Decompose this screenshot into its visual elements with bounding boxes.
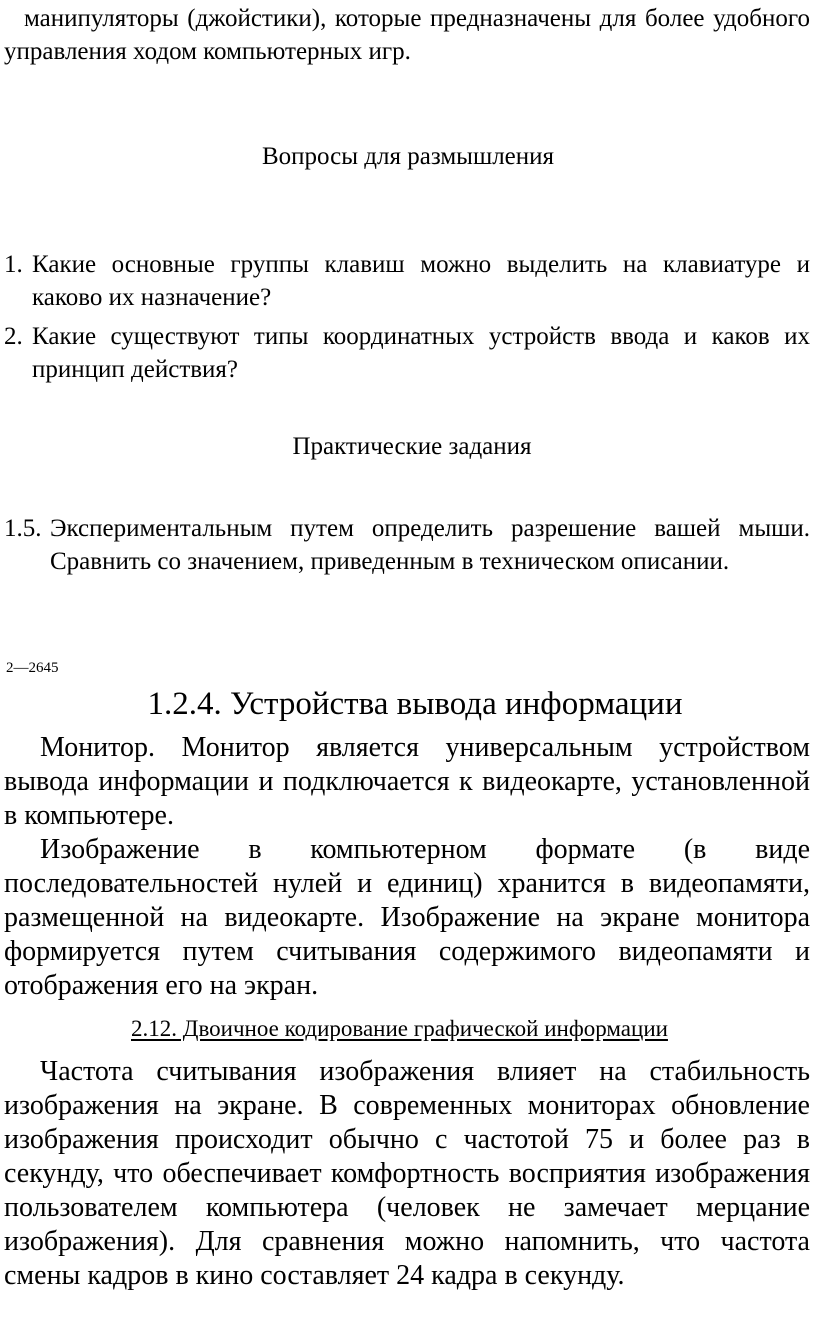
- questions-heading: Вопросы для размышления: [261, 143, 555, 170]
- section-paragraph: Монитор. Монитор является универсальным устройством вывода информации и подключается к видеокарте, установленной в компьютере.: [4, 732, 810, 831]
- page-marker: 2—2645: [6, 660, 59, 676]
- intro-paragraph: манипуляторы (джойстики), которые предназначены для более удобного управления ходом компьютерных игр.: [4, 5, 810, 65]
- section-paragraph: Изображение в компьютерном формате (в виде последовательностей нулей и единиц) хранится в видеопамяти, размещенной на видеокарте. Изображение на экране монитора формируется путем считывания содержимого видеопамяти и отображения его на экран.: [4, 834, 810, 1001]
- task-item: [4, 512, 810, 578]
- question-item: [4, 248, 810, 314]
- section-title: 1.2.4. Устройства вывода информации: [147, 686, 683, 722]
- question-number: 2.: [4, 323, 23, 350]
- task-number: 1.5.: [4, 515, 42, 542]
- question-item: [4, 320, 810, 386]
- question-text: Какие существуют типы координатных устройств ввода и каков их принцип действия?: [32, 323, 810, 383]
- practical-heading: Практические задания: [292, 433, 532, 460]
- cross-reference-link[interactable]: 2.12. Двоичное кодирование графической информации: [131, 1016, 668, 1041]
- section-paragraph: Частота считывания изображения влияет на стабильность изображения на экране. В современных мониторах обновление изображения происходит обычно с частотой 75 и более раз в секунду, что обеспечивает комфортность восприятия изображения пользователем компьютера (человек не замечает мерцание изображения). Для сравнения можно напомнить, что частота смены кадров в кино составляет 24 кадра в секунду.: [4, 1056, 810, 1291]
- question-number: 1.: [4, 251, 23, 278]
- question-text: Какие основные группы клавиш можно выделить на клавиатуре и каково их назначение?: [32, 251, 810, 311]
- task-text: Экспериментальным путем определить разрешение вашей мыши. Сравнить со значением, приведенным в техническом описании.: [50, 515, 810, 575]
